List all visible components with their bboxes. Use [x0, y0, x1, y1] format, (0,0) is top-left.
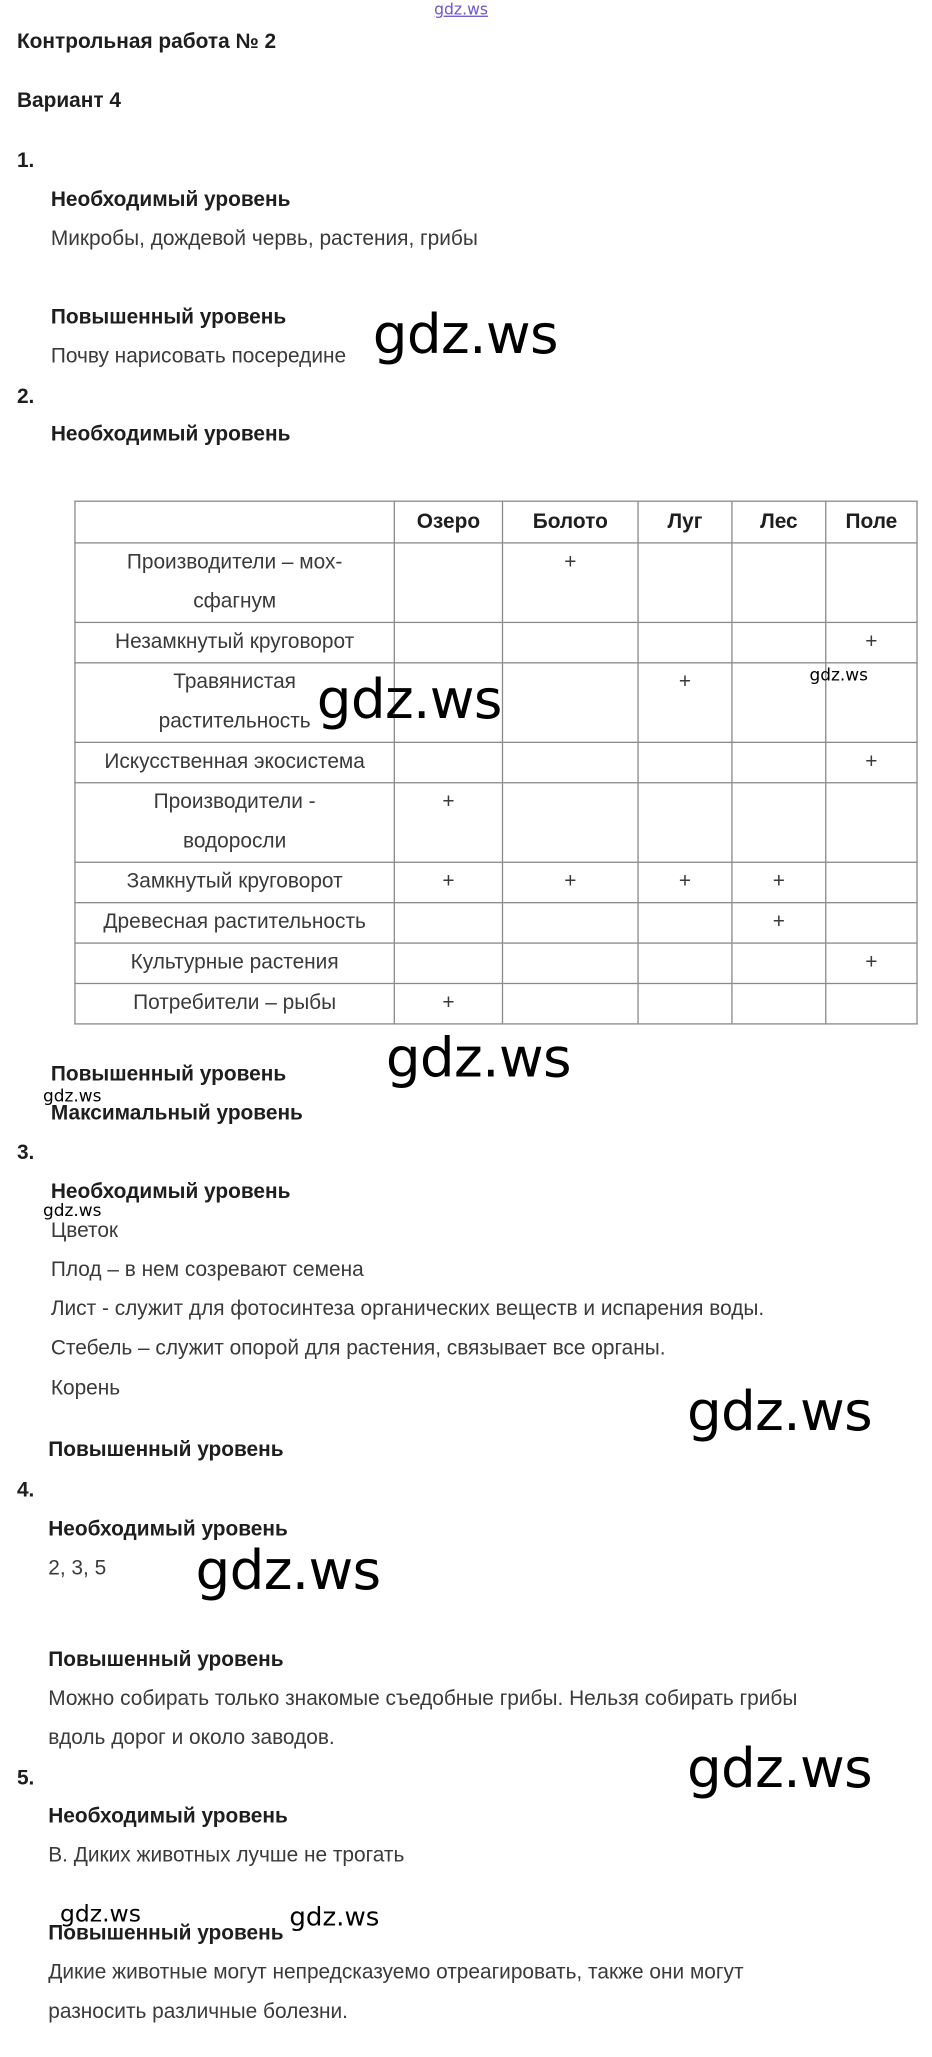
table-cell: + — [394, 783, 502, 863]
table-row — [75, 742, 917, 782]
table-row — [75, 622, 917, 662]
question-number-1: 1. — [16, 149, 35, 173]
table-cell — [502, 622, 638, 662]
question-number-3: 3. — [16, 1141, 35, 1165]
watermark-top-link[interactable]: gdz.ws — [434, 0, 489, 19]
q5-required-heading: Необходимый уровень — [48, 1805, 288, 1828]
table-cell — [826, 543, 917, 623]
table-cell: + — [502, 862, 638, 902]
table-cell: + — [394, 983, 502, 1023]
row-label-line: водоросли — [183, 830, 287, 853]
q4-required-heading: Необходимый уровень — [48, 1518, 288, 1541]
watermark: gdz.ws — [289, 1900, 380, 1932]
row-label-line: Искусственная экосистема — [104, 750, 365, 773]
q3-line: Плод – в нем созревают семена — [50, 1259, 364, 1282]
row-label-line: Древесная растительность — [103, 911, 366, 934]
q1-advanced-answer: Почву нарисовать посередине — [50, 345, 347, 368]
table-cell — [502, 983, 638, 1023]
table-header-row — [75, 501, 917, 543]
table-cell — [502, 783, 638, 863]
table-cell — [826, 862, 917, 902]
table-cell — [732, 983, 826, 1023]
table-cell — [638, 742, 732, 782]
q3-required-heading: Необходимый уровень — [50, 1180, 291, 1204]
table-header-cell: Луг — [638, 501, 732, 543]
table-cell — [638, 783, 732, 863]
q4-advanced-heading: Повышенный уровень — [48, 1648, 284, 1672]
table-cell — [826, 983, 917, 1023]
table-cell — [502, 663, 638, 743]
table-cell: + — [826, 742, 917, 782]
table-cell — [826, 783, 917, 863]
q1-required-heading: Необходимый уровень — [50, 189, 291, 212]
watermark: gdz.ws — [195, 1538, 381, 1603]
table-cell — [638, 943, 732, 983]
table-cell — [732, 943, 826, 983]
table-row — [75, 983, 917, 1023]
table-header-cell: Болото — [502, 501, 638, 543]
row-label-line: Травянистая — [173, 671, 296, 694]
watermark: gdz.ws — [686, 1736, 872, 1801]
table-cell — [826, 903, 917, 943]
q3-advanced-heading: Повышенный уровень — [48, 1439, 284, 1462]
table-cell — [638, 983, 732, 1023]
q5-advanced-line: Дикие животные могут непредсказуемо отреагировать, также они могут — [48, 1961, 744, 1984]
variant-heading: Вариант 4 — [16, 89, 121, 113]
q5-required-answer: В. Диких животных лучше не трогать — [48, 1844, 405, 1867]
table-row — [75, 943, 917, 983]
table-row-label — [75, 903, 394, 943]
table-cell — [732, 783, 826, 863]
row-label-line: Незамкнутый круговорот — [115, 630, 355, 654]
table-cell: + — [502, 543, 638, 623]
table-cell — [732, 543, 826, 623]
table-row — [75, 862, 917, 902]
table-header-cell: Поле — [826, 501, 917, 543]
q2-maximum-heading: Максимальный уровень — [50, 1102, 303, 1125]
row-label-line: Производители – мох- — [126, 551, 343, 574]
row-label-line: Производители - — [153, 791, 316, 814]
table-cell: + — [826, 943, 917, 983]
table-cell — [732, 742, 826, 782]
table-row-label — [75, 783, 394, 863]
table-cell — [394, 622, 502, 662]
q1-required-answer: Микробы, дождевой червь, растения, грибы — [50, 228, 478, 251]
table-cell — [638, 543, 732, 623]
ecosystem-table — [74, 501, 917, 1025]
table-cell — [394, 742, 502, 782]
table-header-cell: Озеро — [394, 501, 502, 543]
table-row-label — [75, 742, 394, 782]
table-cell — [394, 543, 502, 623]
table-row-label — [75, 983, 394, 1023]
table-cell — [502, 903, 638, 943]
table-row — [75, 783, 917, 863]
q4-required-answer: 2, 3, 5 — [48, 1557, 107, 1580]
table-cell: + — [732, 903, 826, 943]
row-label-line: сфагнум — [193, 590, 277, 613]
row-label-line: растительность — [158, 710, 311, 733]
table-header-cell — [75, 501, 394, 543]
q1-advanced-heading: Повышенный уровень — [50, 306, 287, 329]
table-cell: + — [826, 622, 917, 662]
table-cell — [394, 903, 502, 943]
q2-required-heading: Необходимый уровень — [50, 423, 291, 446]
table-row — [75, 543, 917, 623]
watermark: gdz.ws — [686, 1379, 872, 1443]
row-label-line: Потребители – рыбы — [133, 991, 337, 1015]
question-number-4: 4. — [16, 1479, 35, 1502]
watermark: gdz.ws — [59, 1900, 141, 1928]
q4-advanced-line: вдоль дорог и около заводов. — [48, 1727, 335, 1750]
table-row-label — [75, 543, 394, 623]
q3-line: Лист - служит для фотосинтеза органических веществ и испарения воды. — [50, 1298, 765, 1321]
table-cell: + — [638, 862, 732, 902]
table-cell: + — [394, 862, 502, 902]
watermark: gdz.ws — [809, 666, 868, 686]
watermark: gdz.ws — [372, 302, 558, 367]
q5-advanced-heading: Повышенный уровень — [48, 1922, 284, 1945]
watermark: gdz.ws — [43, 1087, 102, 1107]
q5-advanced-line: разносить различные болезни. — [48, 2000, 348, 2024]
doc-title: Контрольная работа № 2 — [16, 31, 277, 54]
table-row-label — [75, 943, 394, 983]
table-row-label — [75, 622, 394, 662]
table-cell — [732, 622, 826, 662]
table-cell: + — [638, 663, 732, 743]
table-cell — [638, 903, 732, 943]
q3-line: Цветок — [50, 1220, 119, 1243]
table-cell — [394, 943, 502, 983]
watermark: gdz.ws — [43, 1201, 102, 1222]
watermark: gdz.ws — [316, 667, 502, 732]
q3-line: Стебель – служит опорой для растения, связывает все органы. — [50, 1337, 666, 1360]
row-label-line: Культурные растения — [130, 951, 339, 974]
question-number-5: 5. — [16, 1767, 35, 1790]
table-row-label — [75, 862, 394, 902]
table-cell: + — [732, 862, 826, 902]
table-cell — [502, 742, 638, 782]
q2-advanced-heading: Повышенный уровень — [50, 1063, 287, 1086]
table-header-cell: Лес — [732, 501, 826, 543]
table-cell — [638, 622, 732, 662]
question-number-2: 2. — [16, 385, 35, 408]
q3-line: Корень — [50, 1377, 121, 1400]
row-label-line: Замкнутый круговорот — [126, 870, 343, 893]
watermark: gdz.ws — [385, 1025, 571, 1090]
table-row — [75, 903, 917, 943]
q4-advanced-line: Можно собирать только знакомые съедобные грибы. Нельзя собирать грибы — [48, 1688, 798, 1711]
table-cell — [502, 943, 638, 983]
